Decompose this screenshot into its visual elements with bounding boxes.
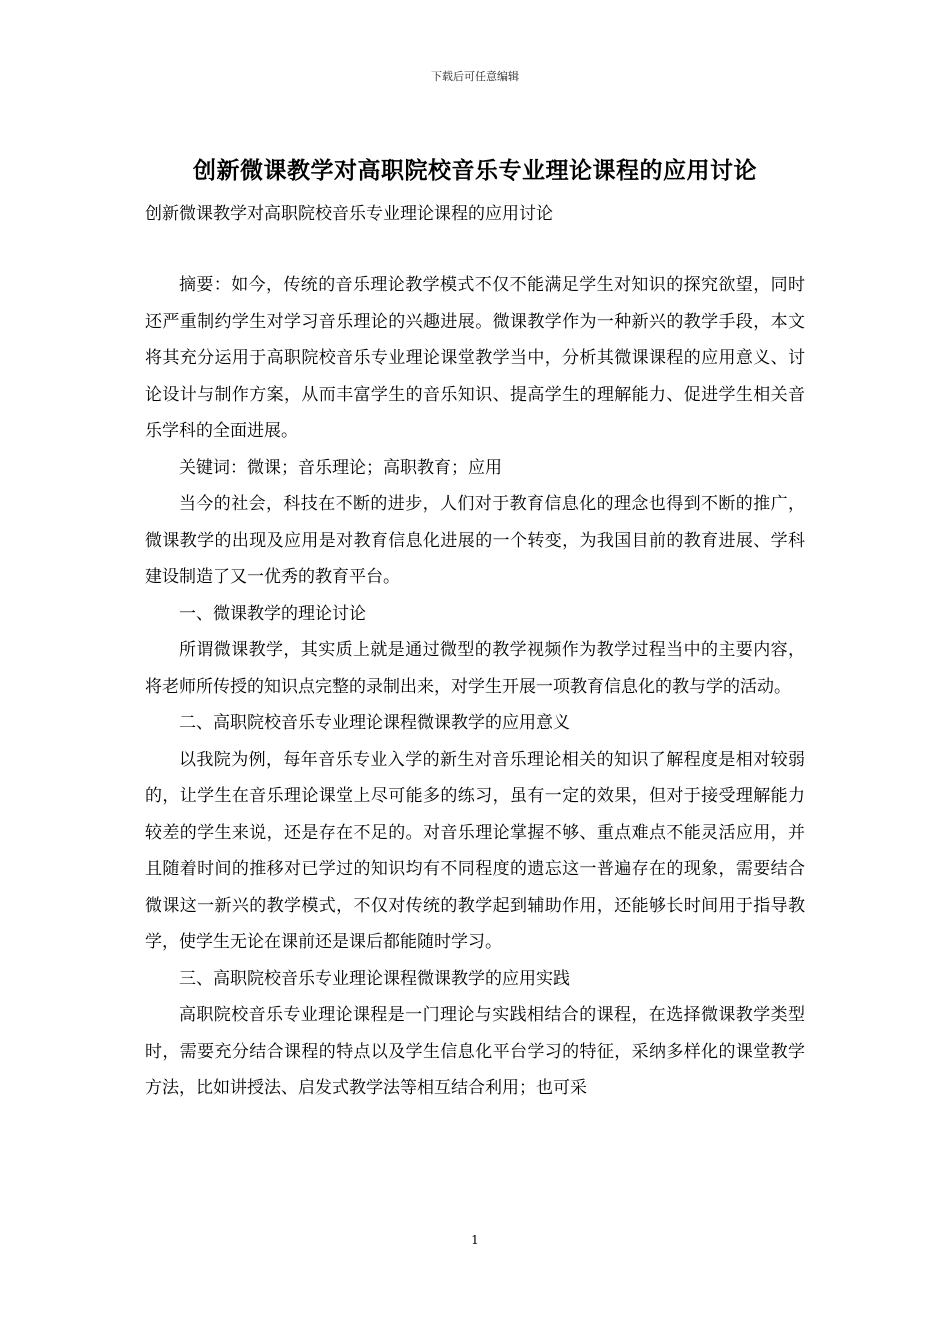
page-number: 1 <box>471 1233 479 1247</box>
document-body <box>145 267 805 1107</box>
abstract-paragraph: 摘要：如今，传统的音乐理论教学模式不仅不能满足学生对知识的探究欲望，同时还严重制约学生对学习音乐理论的兴趣进展。微课教学作为一种新兴的教学手段，本文将其充分运用于高职院校音乐专业理论课堂教学当中，分析其微课课程的应用意义、讨论设计与制作方案，从而丰富学生的音乐知识、提高学生的理解能力、促进学生相关音乐学科的全面进展。 <box>145 275 805 441</box>
section-1-paragraph: 所谓微课教学，其实质上就是通过微型的教学视频作为教学过程当中的主要内容，将老师所传授的知识点完整的录制出来，对学生开展一项教育信息化的教与学的活动。 <box>145 640 805 697</box>
section-heading-2: 二、高职院校音乐专业理论课程微课教学的应用意义 <box>179 713 570 733</box>
section-3-paragraph: 高职院校音乐专业理论课程是一门理论与实践相结合的课程，在选择微课教学类型时，需要充分结合课程的特点以及学生信息化平台学习的特征，采纳多样化的课堂教学方法，比如讲授法、启发式教学法等相互结合利用；也可采 <box>145 1005 805 1098</box>
section-2-paragraph: 以我院为例，每年音乐专业入学的新生对音乐理论相关的知识了解程度是相对较弱的，让学生在音乐理论课堂上尽可能多的练习，虽有一定的效果，但对于接受理解能力较差的学生来说，还是存在不足的。对音乐理论掌握不够、重点难点不能灵活应用，并且随着时间的推移对已学过的知识均有不同程度的遗忘这一普遍存在的现象，需要结合微课这一新兴的教学模式，不仅对传统的教学起到辅助作用，还能够长时间用于指导教学，使学生无论在课前还是课后都能随时学习。 <box>145 749 805 952</box>
intro-paragraph: 当今的社会，科技在不断的进步，人们对于教育信息化的理念也得到不断的推广，微课教学的出现及应用是对教育信息化进展的一个转变，为我国目前的教育进展、学科建设制造了又一优秀的教育平台。 <box>145 494 805 587</box>
document-title: 创新微课教学对高职院校音乐专业理论课程的应用讨论 <box>193 157 757 184</box>
header-note: 下载后可任意编辑 <box>431 70 519 83</box>
document-subtitle: 创新微课教学对高职院校音乐专业理论课程的应用讨论 <box>145 204 553 224</box>
section-heading-1: 一、微课教学的理论讨论 <box>179 603 366 624</box>
keywords-paragraph: 关键词：微课；音乐理论；高职教育；应用 <box>179 457 502 478</box>
section-heading-3: 三、高职院校音乐专业理论课程微课教学的应用实践 <box>179 968 570 989</box>
